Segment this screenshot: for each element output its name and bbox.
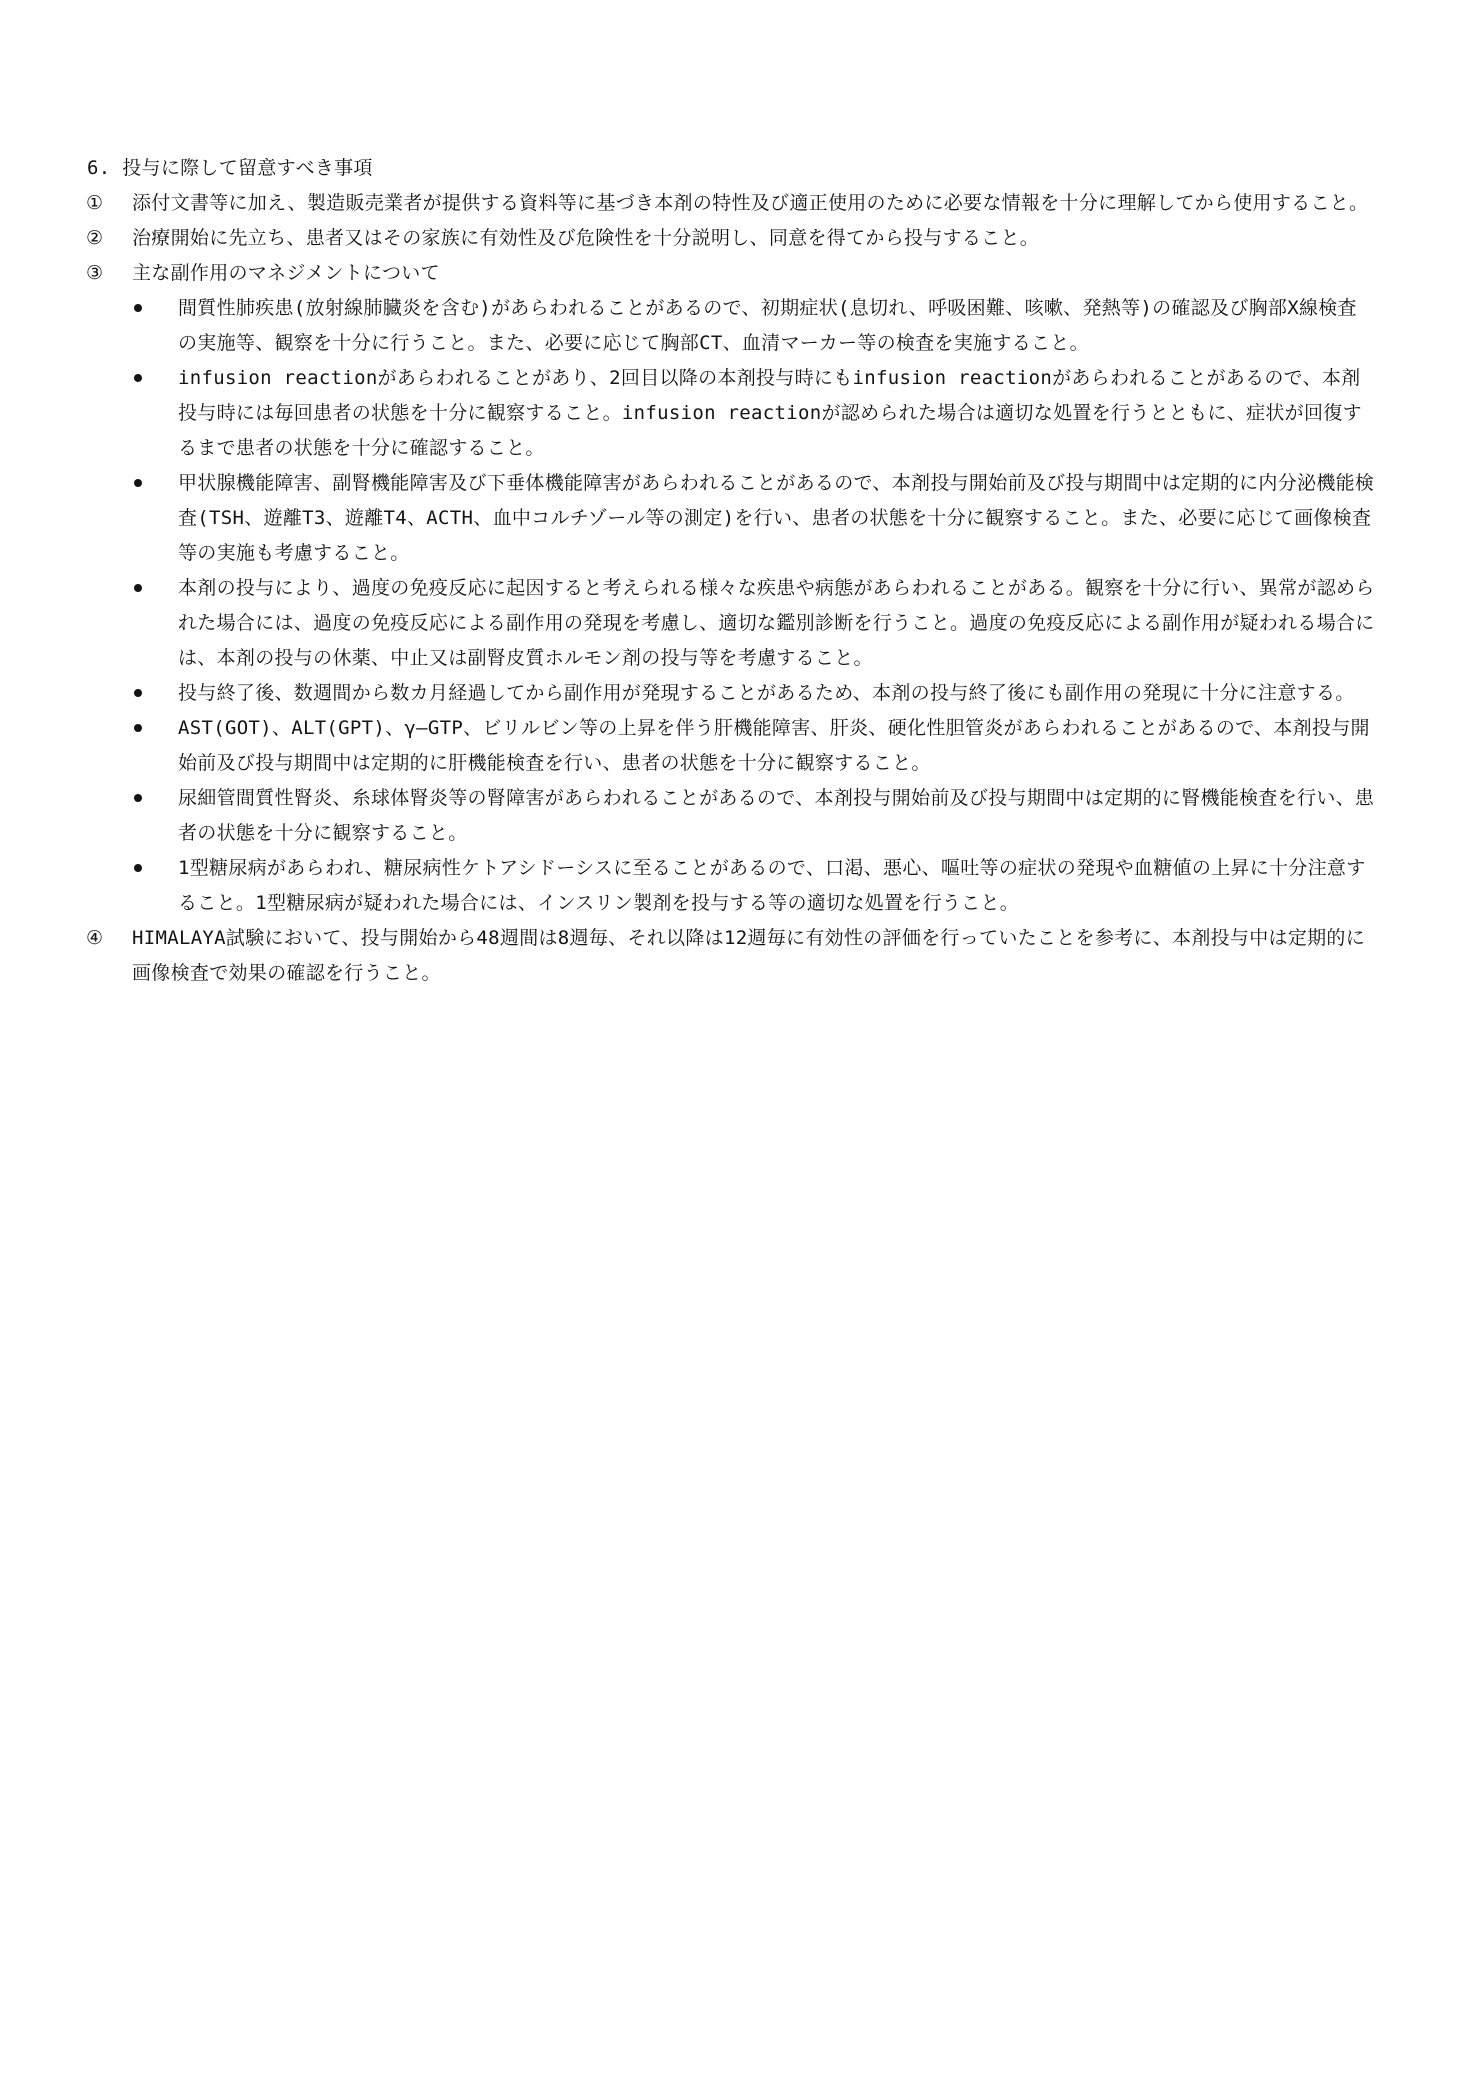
- bullet-text: 1型糖尿病があらわれ、糖尿病性ケトアシドーシスに至ることがあるので、口渇、悪心、嘔吐等の症状の発現や血糖値の上昇に十分注意すること。1型糖尿病が疑われた場合には、インスリン製剤を投与する等の適切な処置を行うこと。: [178, 857, 1366, 914]
- bullet-text: 投与終了後、数週間から数カ月経過してから副作用が発現することがあるため、本剤の投与終了後にも副作用の発現に十分に注意する。: [178, 682, 1355, 704]
- item-number: ③: [86, 262, 104, 284]
- bullet-text: 甲状腺機能障害、副腎機能障害及び下垂体機能障害があらわれることがあるので、本剤投与開始前及び投与期間中は定期的に内分泌機能検査(TSH、遊離T3、遊離T4、ACTH、血中コルチゾール等の測定)を行い、患者の状態を十分に観察すること。また、必要に応じて画像検査等の実施も考慮すること。: [178, 472, 1375, 564]
- bullet-icon: [134, 864, 142, 872]
- item-number: ①: [86, 192, 104, 214]
- bullet-text: 尿細管間質性腎炎、糸球体腎炎等の腎障害があらわれることがあるので、本剤投与開始前及び投与期間中は定期的に腎機能検査を行い、患者の状態を十分に観察すること。: [178, 787, 1375, 844]
- bullet-icon: [134, 724, 142, 732]
- side-effect-bullet-list: [86, 291, 1376, 921]
- list-item-1: [86, 186, 1376, 221]
- item-text: 主な副作用のマネジメントについて: [132, 262, 440, 284]
- bullet-item: [178, 291, 1376, 361]
- bullet-text: AST(GOT)、ALT(GPT)、γ―GTP、ビリルビン等の上昇を伴う肝機能障害、肝炎、硬化性胆管炎があらわれることがあるので、本剤投与開始前及び投与期間中は定期的に肝機能検査を行い、患者の状態を十分に観察すること。: [178, 717, 1370, 774]
- bullet-item: [178, 466, 1376, 571]
- bullet-icon: [134, 689, 142, 697]
- bullet-icon: [134, 374, 142, 382]
- list-item-4: [86, 921, 1376, 991]
- bullet-icon: [134, 304, 142, 312]
- item-number: ④: [86, 927, 104, 949]
- document-content: [86, 151, 1376, 991]
- item-text: HIMALAYA試験において、投与開始から48週間は8週毎、それ以降は12週毎に有効性の評価を行っていたことを参考に、本剤投与中は定期的に画像検査で効果の確認を行うこと。: [132, 927, 1366, 984]
- section-title: 6. 投与に際して留意すべき事項: [87, 157, 373, 179]
- bullet-item: [178, 711, 1376, 781]
- bullet-item: [178, 571, 1376, 676]
- bullet-text: 本剤の投与により、過度の免疫反応に起因すると考えられる様々な疾患や病態があらわれることがある。観察を十分に行い、異常が認められた場合には、過度の免疫反応による副作用の発現を考慮し、適切な鑑別診断を行うこと。過度の免疫反応による副作用が疑われる場合には、本剤の投与の休薬、中止又は副腎皮質ホルモン剤の投与等を考慮すること。: [178, 577, 1375, 669]
- bullet-item: [178, 676, 1376, 711]
- bullet-item: [178, 781, 1376, 851]
- item-number: ②: [86, 227, 104, 249]
- bullet-icon: [134, 794, 142, 802]
- bullet-item: [178, 851, 1376, 921]
- item-text: 治療開始に先立ち、患者又はその家族に有効性及び危険性を十分説明し、同意を得てから投与すること。: [132, 227, 1040, 249]
- list-item-3: [86, 256, 1376, 291]
- bullet-item: [178, 361, 1376, 466]
- bullet-icon: [134, 584, 142, 592]
- item-text: 添付文書等に加え、製造販売業者が提供する資料等に基づき本剤の特性及び適正使用のために必要な情報を十分に理解してから使用すること。: [132, 192, 1369, 214]
- list-item-2: [86, 221, 1376, 256]
- bullet-text: infusion reactionがあらわれることがあり、2回目以降の本剤投与時にもinfusion reactionがあらわれることがあるので、本剤投与時には毎回患者の状態を十分に観察すること。infusion reactionが認められた場合は適切な処置を行うとともに、症状が回復するまで患者の状態を十分に確認すること。: [178, 367, 1362, 459]
- bullet-text: 間質性肺疾患(放射線肺臓炎を含む)があらわれることがあるので、初期症状(息切れ、呼吸困難、咳嗽、発熱等)の確認及び胸部X線検査の実施等、観察を十分に行うこと。また、必要に応じて胸部CT、血清マーカー等の検査を実施すること。: [178, 297, 1357, 354]
- bullet-icon: [134, 479, 142, 487]
